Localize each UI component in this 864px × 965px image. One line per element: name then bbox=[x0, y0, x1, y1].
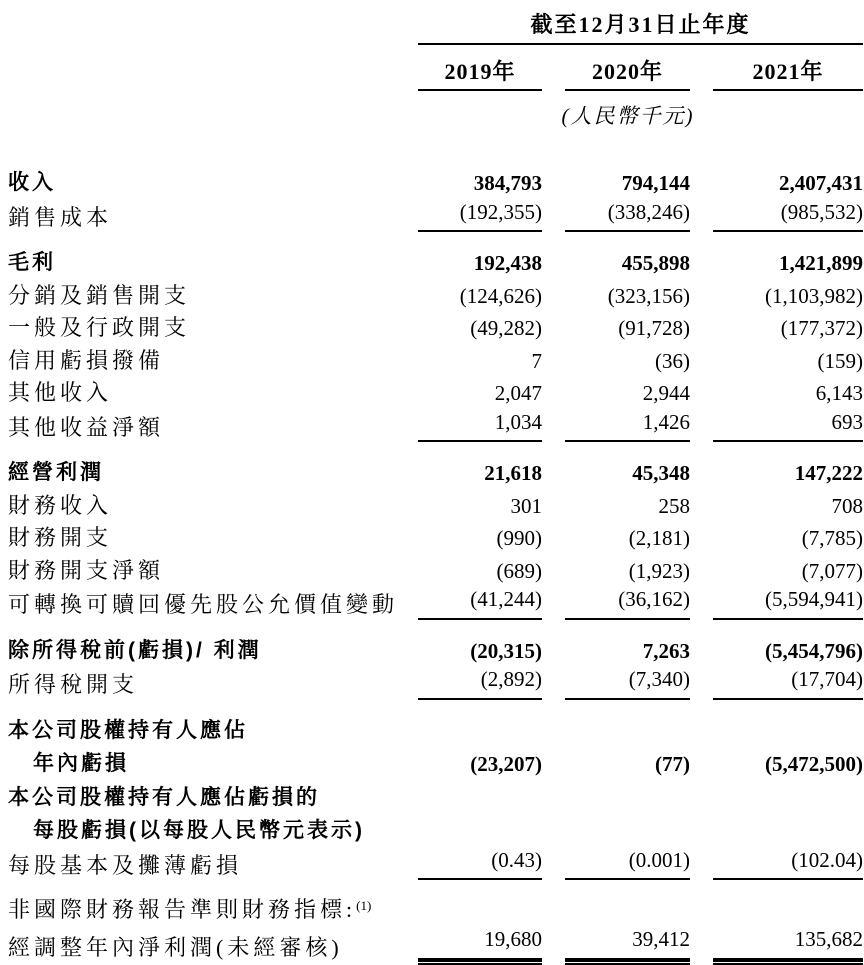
value-2019: 384,793 bbox=[473, 171, 542, 195]
table-row bbox=[0, 779, 864, 813]
row-label-text: 可轉換可贖回優先股公允價值變動 bbox=[8, 592, 399, 617]
row-label-text: 財務開支淨額 bbox=[8, 557, 165, 583]
value-2020: 1,426 bbox=[565, 408, 690, 443]
value-2020: (323,156) bbox=[607, 283, 690, 308]
table-row bbox=[0, 892, 864, 925]
value-2020: (36,162) bbox=[565, 585, 690, 620]
row-label bbox=[0, 520, 395, 553]
table-row bbox=[0, 343, 864, 376]
row-label-text: 財務收入 bbox=[8, 492, 113, 518]
value-2019: (192,355) bbox=[418, 198, 542, 233]
row-label bbox=[0, 164, 395, 198]
row-label bbox=[0, 930, 395, 963]
column-header-2019: 2019年 bbox=[418, 45, 542, 91]
value-2019: 192,438 bbox=[473, 251, 542, 275]
value-2021: (102.04) bbox=[713, 846, 863, 881]
row-label bbox=[0, 375, 395, 408]
row-label-text: 年內虧損 bbox=[33, 752, 129, 775]
table-row bbox=[0, 925, 864, 963]
row-label bbox=[0, 892, 395, 925]
period-header: 截至12月31日止年度 bbox=[418, 8, 863, 45]
table-row bbox=[0, 375, 864, 408]
row-label bbox=[0, 587, 399, 620]
value-2020: (2,181) bbox=[628, 526, 690, 550]
row-label-text: 其他收益淨額 bbox=[8, 414, 165, 440]
value-2021: (5,594,941) bbox=[713, 585, 863, 620]
value-2021: 147,222 bbox=[794, 461, 863, 485]
table-row bbox=[0, 846, 864, 881]
row-label bbox=[0, 812, 395, 846]
table-row bbox=[0, 745, 864, 779]
table-row bbox=[0, 164, 864, 198]
value-2021: (17,704) bbox=[713, 665, 863, 700]
row-label bbox=[0, 278, 395, 311]
value-2020: 258 bbox=[658, 493, 690, 518]
row-label-text: 信用虧損撥備 bbox=[8, 347, 165, 373]
row-label-text: 經調整年內淨利潤(未經審核) bbox=[8, 934, 343, 960]
row-label bbox=[0, 410, 395, 443]
row-label-text: 本公司股權持有人應佔虧損的 bbox=[8, 785, 320, 809]
table-body bbox=[0, 164, 864, 962]
value-2019: (2,892) bbox=[418, 665, 542, 700]
row-label bbox=[0, 667, 395, 700]
value-2020: (1,923) bbox=[628, 558, 690, 583]
value-2021: (5,472,500) bbox=[765, 752, 863, 776]
value-2020: 794,144 bbox=[621, 171, 690, 195]
row-label-text: 收入 bbox=[8, 171, 56, 194]
row-label-text: 每股基本及攤薄虧損 bbox=[8, 852, 243, 878]
column-header-2020: 2020年 bbox=[565, 45, 690, 91]
footnote-ref: (1) bbox=[356, 898, 372, 913]
row-label bbox=[0, 244, 395, 278]
table-row bbox=[0, 632, 864, 666]
year-column-headers bbox=[0, 45, 864, 91]
value-2021: (5,454,796) bbox=[765, 638, 863, 663]
row-label bbox=[0, 553, 395, 586]
value-2019: 1,034 bbox=[418, 408, 542, 443]
row-label-text: 一般及行政開支 bbox=[8, 315, 191, 340]
value-2019: (124,626) bbox=[459, 283, 542, 308]
table-row bbox=[0, 408, 864, 443]
row-label-text: 銷售成本 bbox=[8, 204, 113, 230]
table-row bbox=[0, 712, 864, 746]
value-2019: 21,618 bbox=[484, 461, 542, 485]
row-label bbox=[0, 488, 395, 521]
value-2021: (7,785) bbox=[801, 526, 863, 550]
table-row bbox=[0, 488, 864, 521]
value-2021: 2,407,431 bbox=[779, 171, 863, 195]
row-label-text: 經營利潤 bbox=[8, 461, 104, 484]
row-label-text: 其他收入 bbox=[8, 380, 113, 405]
value-2021: (7,077) bbox=[801, 558, 863, 583]
value-2020: 2,944 bbox=[642, 381, 690, 405]
table-row bbox=[0, 310, 864, 343]
row-label-text: 每股虧損(以每股人民幣元表示) bbox=[33, 819, 365, 842]
row-label-text: 本公司股權持有人應佔 bbox=[8, 718, 248, 742]
row-label bbox=[0, 745, 395, 779]
value-2021: (159) bbox=[817, 348, 863, 373]
value-2020: (91,728) bbox=[618, 316, 690, 340]
value-2019: (49,282) bbox=[470, 316, 542, 340]
value-2021: 708 bbox=[831, 493, 863, 518]
row-label bbox=[0, 343, 395, 376]
row-label bbox=[0, 200, 395, 233]
table-row bbox=[0, 585, 864, 620]
value-2020: (36) bbox=[655, 348, 690, 373]
table-row bbox=[0, 553, 864, 586]
row-label-text: 分銷及銷售開支 bbox=[8, 282, 191, 308]
value-2021: 6,143 bbox=[815, 381, 863, 405]
value-2020: 39,412 bbox=[565, 925, 690, 963]
value-2019: (0.43) bbox=[418, 846, 542, 881]
value-2019: (990) bbox=[496, 526, 542, 550]
row-label-text: 毛利 bbox=[8, 251, 56, 274]
currency-unit-note: (人民幣千元) bbox=[561, 104, 695, 128]
value-2019: (20,315) bbox=[470, 638, 542, 663]
row-label bbox=[0, 632, 395, 666]
value-2020: 45,348 bbox=[632, 461, 690, 485]
row-label bbox=[0, 310, 395, 343]
row-label bbox=[0, 848, 395, 881]
row-label bbox=[0, 712, 395, 746]
value-2021: 693 bbox=[713, 408, 863, 443]
table-row bbox=[0, 244, 864, 278]
table-row bbox=[0, 520, 864, 553]
row-label-text: 財務開支 bbox=[8, 525, 113, 550]
value-2021: (1,103,982) bbox=[765, 283, 863, 308]
value-2019: 2,047 bbox=[494, 381, 542, 405]
row-label-text: 非國際財務報告準則財務指標: bbox=[8, 897, 357, 922]
value-2019: 301 bbox=[510, 493, 542, 518]
value-2019: (23,207) bbox=[470, 752, 542, 776]
value-2021: (985,532) bbox=[713, 198, 863, 233]
value-2020: (77) bbox=[655, 752, 690, 776]
column-header-2021: 2021年 bbox=[713, 45, 863, 91]
table-row bbox=[0, 665, 864, 700]
table-row bbox=[0, 454, 864, 488]
value-2020: (338,246) bbox=[565, 198, 690, 233]
value-2020: (7,340) bbox=[565, 665, 690, 700]
value-2019: (689) bbox=[496, 558, 542, 583]
row-label bbox=[0, 779, 395, 813]
value-2021: 135,682 bbox=[713, 925, 863, 963]
value-2021: 1,421,899 bbox=[779, 251, 863, 275]
value-2019: 7 bbox=[531, 348, 542, 373]
table-row bbox=[0, 278, 864, 311]
row-label bbox=[0, 454, 395, 488]
table-row bbox=[0, 812, 864, 846]
value-2019: 19,680 bbox=[418, 925, 542, 963]
value-2020: (0.001) bbox=[565, 846, 690, 881]
value-2021: (177,372) bbox=[780, 316, 863, 340]
row-label-text: 除所得稅前(虧損)/ 利潤 bbox=[8, 638, 262, 662]
value-2020: 7,263 bbox=[642, 638, 690, 663]
value-2020: 455,898 bbox=[621, 251, 690, 275]
table-header bbox=[0, 8, 864, 130]
table-row bbox=[0, 198, 864, 233]
row-label-text: 所得稅開支 bbox=[8, 672, 139, 697]
value-2019: (41,244) bbox=[418, 585, 542, 620]
